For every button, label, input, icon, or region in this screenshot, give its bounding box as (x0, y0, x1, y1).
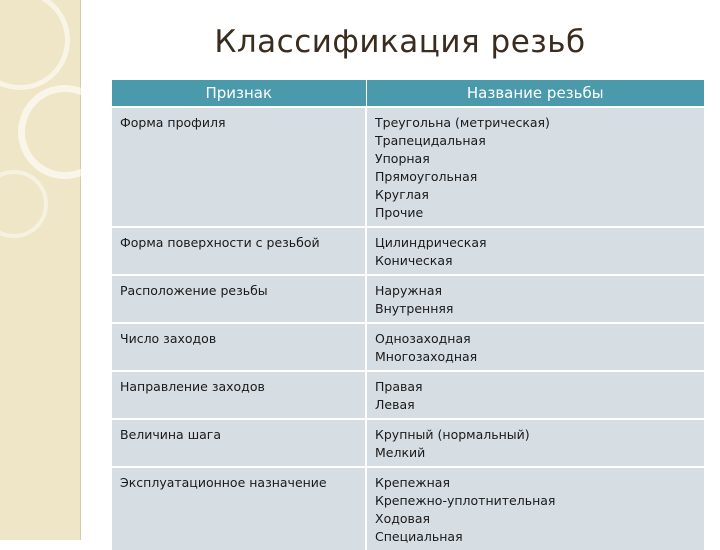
table-row (112, 107, 704, 227)
thread-name: Прочие (375, 205, 424, 220)
thread-name: Упорная (375, 151, 430, 166)
thread-name: Внутренняя (375, 301, 454, 316)
table-header-row (112, 80, 704, 107)
thread-names-cell (366, 371, 704, 419)
decorative-ring (0, 170, 48, 238)
column-header-thread-name: Название резьбы (366, 80, 704, 107)
decorative-ring (18, 85, 112, 179)
thread-names-cell (366, 467, 704, 550)
feature-cell: Величина шага (112, 419, 366, 467)
feature-cell: Форма поверхности с резьбой (112, 227, 366, 275)
thread-names-cell (366, 419, 704, 467)
table-row (112, 227, 704, 275)
decorative-ring (0, 0, 70, 90)
thread-name: Крепежная (375, 475, 450, 490)
thread-name: Крупный (нормальный) (375, 427, 530, 442)
column-header-feature: Признак (112, 80, 366, 107)
thread-name: Коническая (375, 253, 453, 268)
thread-name: Цилиндрическая (375, 235, 487, 250)
thread-name: Трапецидальная (375, 133, 486, 148)
slide-title: Классификация резьб (214, 24, 586, 60)
table-row (112, 275, 704, 323)
thread-name: Ходовая (375, 511, 431, 526)
thread-names-cell (366, 227, 704, 275)
thread-name: Крепежно-уплотнительная (375, 493, 556, 508)
feature-cell: Форма профиля (112, 107, 366, 227)
feature-cell: Число заходов (112, 323, 366, 371)
thread-name: Круглая (375, 187, 429, 202)
table-row (112, 371, 704, 419)
feature-cell: Расположение резьбы (112, 275, 366, 323)
thread-name: Специальная (375, 529, 463, 544)
thread-name: Левая (375, 397, 415, 412)
thread-name: Многозаходная (375, 349, 478, 364)
thread-name: Прямоугольная (375, 169, 478, 184)
thread-name: Однозаходная (375, 331, 471, 346)
decorative-side-band (0, 0, 81, 540)
table-row (112, 419, 704, 467)
thread-name: Наружная (375, 283, 443, 298)
thread-names-cell (366, 275, 704, 323)
thread-names-cell (366, 323, 704, 371)
table-row (112, 323, 704, 371)
thread-names-cell (366, 107, 704, 227)
thread-name: Правая (375, 379, 423, 394)
thread-classification-table (112, 80, 704, 550)
feature-cell: Направление заходов (112, 371, 366, 419)
table-row (112, 467, 704, 550)
thread-name: Треугольна (метрическая) (375, 115, 550, 130)
feature-cell: Эксплуатационное назначение (112, 467, 366, 550)
thread-name: Мелкий (375, 445, 426, 460)
